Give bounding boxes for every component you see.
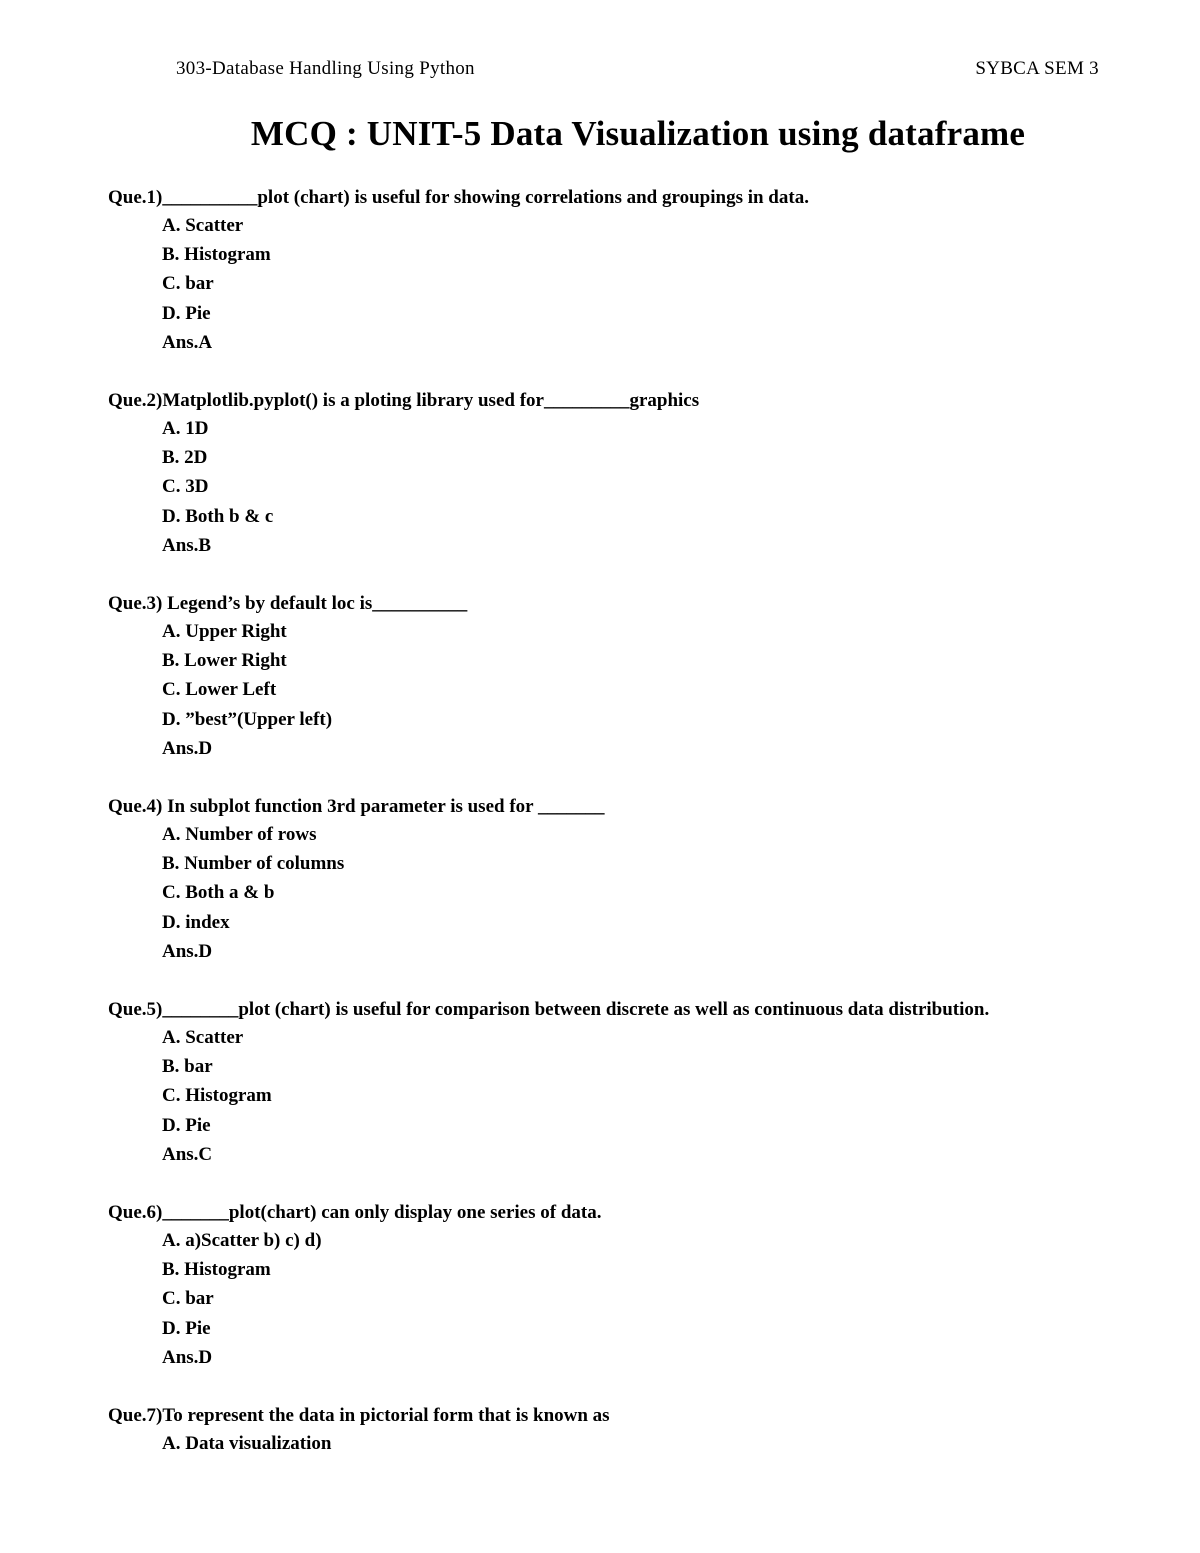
option-b: B. bar <box>162 1056 213 1078</box>
option-d: D. Pie <box>162 302 211 324</box>
header-course-title: 303-Database Handling Using Python <box>176 58 475 79</box>
question-5 <box>108 996 1118 1169</box>
document-title: MCQ : UNIT-5 Data Visualization using dataframe <box>250 114 1026 153</box>
option-a: A. Data visualization <box>162 1433 332 1455</box>
answer-label: Ans.B <box>162 534 212 556</box>
option-list <box>108 414 1118 531</box>
option-b: B. Histogram <box>162 244 271 266</box>
spacer <box>108 357 1118 387</box>
option-d: D. Pie <box>162 1317 211 1339</box>
option-c: C. bar <box>162 1288 214 1310</box>
option-list <box>108 1023 1118 1140</box>
question-text: Que.6)_______plot(chart) can only display one series of data. <box>108 1202 602 1224</box>
answer-label: Ans.D <box>162 737 213 759</box>
option-list <box>108 211 1118 328</box>
option-b: B. Number of columns <box>162 853 345 875</box>
option-b: B. Lower Right <box>162 650 287 672</box>
question-7 <box>108 1402 1118 1458</box>
option-b: B. Histogram <box>162 1259 271 1281</box>
option-list <box>108 820 1118 937</box>
option-d: D. Both b & c <box>162 505 274 527</box>
question-list <box>108 184 1118 1458</box>
option-c: C. 3D <box>162 476 209 498</box>
option-list <box>108 1429 1118 1458</box>
option-a: A. 1D <box>162 418 209 440</box>
question-text: Que.5)________plot (chart) is useful for comparison between discrete as well as continuous data distribution. <box>108 999 990 1021</box>
question-text: Que.4) In subplot function 3rd parameter is used for _______ <box>108 796 605 818</box>
question-text: Que.7)To represent the data in pictorial form that is known as <box>108 1405 610 1427</box>
option-a: A. Scatter <box>162 1027 244 1049</box>
question-6 <box>108 1199 1118 1372</box>
spacer <box>108 966 1118 996</box>
answer-label: Ans.A <box>162 331 213 353</box>
option-c: C. bar <box>162 273 214 295</box>
question-text: Que.3) Legend’s by default loc is__________ <box>108 593 468 615</box>
option-list <box>108 617 1118 734</box>
question-text: Que.2)Matplotlib.pyplot() is a ploting library used for_________graphics <box>108 390 700 412</box>
option-c: C. Both a & b <box>162 882 275 904</box>
spacer <box>108 1169 1118 1199</box>
question-3 <box>108 590 1118 763</box>
answer-label: Ans.D <box>162 940 213 962</box>
spacer <box>108 1372 1118 1402</box>
question-2 <box>108 387 1118 560</box>
option-c: C. Lower Left <box>162 679 277 701</box>
option-d: D. ”best”(Upper left) <box>162 708 333 730</box>
option-d: D. index <box>162 911 230 933</box>
option-list <box>108 1226 1118 1343</box>
option-a: A. Upper Right <box>162 621 287 643</box>
question-text: Que.1)__________plot (chart) is useful for showing correlations and groupings in data. <box>108 187 809 208</box>
option-c: C. Histogram <box>162 1085 272 1107</box>
question-1 <box>108 184 1118 357</box>
question-4 <box>108 793 1118 966</box>
header-semester: SYBCA SEM 3 <box>975 58 1099 79</box>
answer-label: Ans.C <box>162 1143 213 1165</box>
answer-label: Ans.D <box>162 1346 213 1368</box>
option-a: A. Scatter <box>162 215 244 236</box>
option-d: D. Pie <box>162 1114 211 1136</box>
option-a: A. Number of rows <box>162 824 317 846</box>
spacer <box>108 560 1118 590</box>
option-a: A. a)Scatter b) c) d) <box>162 1230 322 1252</box>
spacer <box>108 763 1118 793</box>
option-b: B. 2D <box>162 447 208 469</box>
